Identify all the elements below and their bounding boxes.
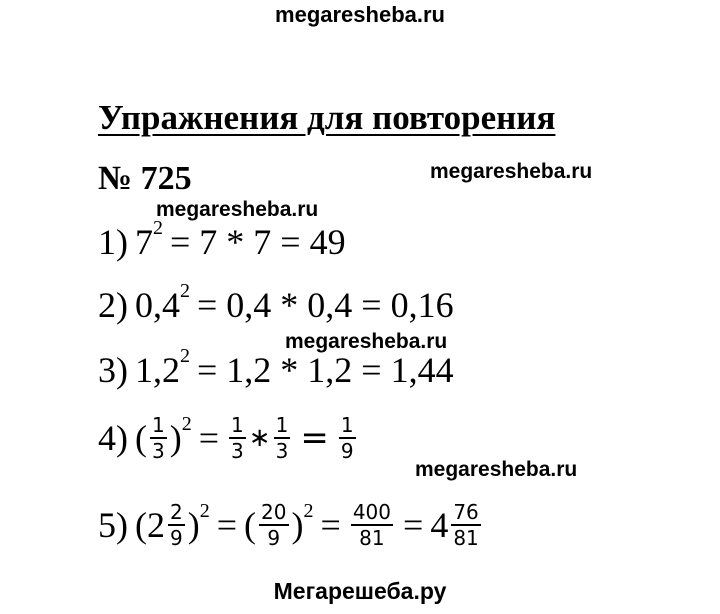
watermark: megaresheba.ru [430, 160, 593, 183]
equation-line-5 [98, 495, 484, 555]
close-paren: ) [169, 418, 182, 458]
fraction: $\frac{76}{81}$ [453, 500, 479, 550]
close-paren: ) [187, 505, 200, 545]
exponent: 2 [153, 216, 163, 239]
item-label: 5) [98, 505, 128, 545]
close-paren: ) [291, 505, 304, 545]
exponent: 2 [199, 499, 210, 522]
fraction: $\frac{1}{3}$ [152, 413, 165, 463]
equals-sign: = [320, 505, 341, 545]
open-paren: ( [135, 505, 147, 545]
exponent: 2 [303, 499, 314, 522]
base: 7 [135, 222, 153, 262]
equation-line-3 [98, 340, 454, 400]
open-paren: ( [244, 505, 257, 545]
base: 1,2 [135, 350, 180, 390]
whole-part: 2 [147, 505, 165, 545]
fraction: $\frac{2}{9}$ [170, 500, 183, 550]
equation-rest: = 0,4 * 0,4 = 0,16 [197, 285, 454, 325]
fraction: $\frac{1}{9}$ [340, 413, 354, 463]
equals-sign: = [300, 418, 329, 458]
watermark-bottom: Мегарешеба.ру [273, 578, 447, 604]
multiply-sign: ∗ [248, 423, 271, 453]
equation-line-2 [98, 275, 454, 335]
equation-line-4 [98, 408, 359, 468]
exponent: 2 [180, 279, 190, 302]
fraction: $\frac{400}{81}$ [352, 500, 391, 550]
item-label: 4) [98, 418, 128, 458]
watermark: megaresheba.ru [285, 330, 448, 353]
equation-line-1 [98, 212, 346, 272]
equals-sign: = [216, 505, 238, 545]
base: 0,4 [135, 285, 180, 325]
item-label: 1) [98, 222, 128, 262]
watermark-top: megaresheba.ru [275, 2, 445, 27]
item-label: 2) [98, 285, 128, 325]
fraction: $\frac{1}{3}$ [275, 413, 289, 463]
section-title: Упражнения для повторения [98, 98, 556, 137]
open-paren: ( [135, 418, 147, 458]
fraction: $\frac{1}{3}$ [231, 413, 244, 463]
whole-part: 4 [430, 505, 449, 545]
exponent: 2 [181, 412, 192, 435]
fraction: $\frac{20}{9}$ [261, 500, 287, 550]
watermark: megaresheba.ru [415, 458, 578, 481]
exponent: 2 [180, 344, 190, 367]
problem-number: № 725 [98, 160, 192, 197]
equals-sign: = [198, 418, 220, 458]
item-label: 3) [98, 350, 128, 390]
equals-sign: = [403, 505, 424, 545]
equation-rest: = 7 * 7 = 49 [170, 222, 346, 262]
equation-rest: = 1,2 * 1,2 = 1,44 [197, 350, 454, 390]
watermark: megaresheba.ru [156, 198, 319, 221]
